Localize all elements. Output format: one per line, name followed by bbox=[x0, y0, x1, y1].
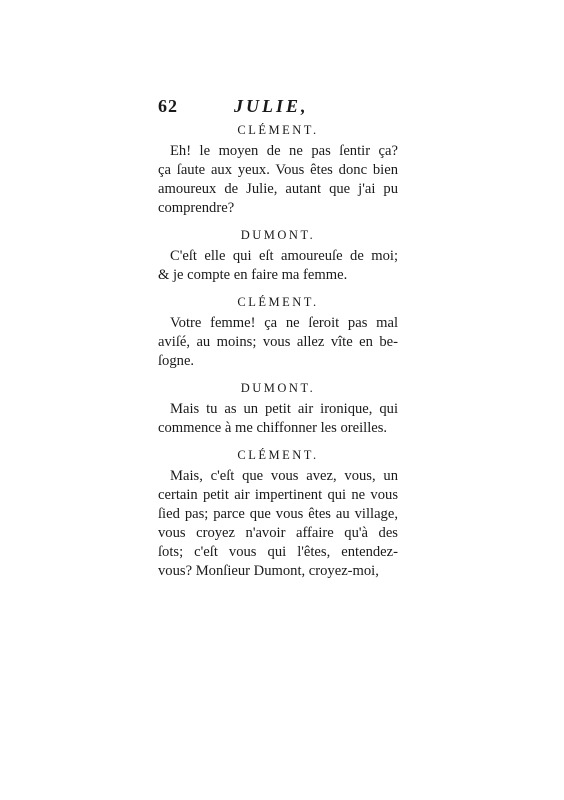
running-title: JULIE, bbox=[234, 96, 309, 116]
dialogue-line: Votre femme! ça ne ſeroit pas mal bbox=[170, 315, 398, 331]
book-page bbox=[158, 96, 398, 588]
dialogue-line: aviſé, au moins; vous allez vîte en be- bbox=[158, 334, 398, 350]
dialogue-line: ça ſaute aux yeux. Vous êtes donc bien bbox=[158, 162, 398, 178]
dialogue-line: ſied pas; parce que vous êtes au village, bbox=[158, 506, 398, 522]
block-spacer bbox=[158, 581, 398, 588]
dialogue-line: Mais tu as un petit air ironique, qui bbox=[170, 401, 398, 417]
block-spacer bbox=[158, 218, 398, 225]
dialogue-line: C'eſt elle qui eſt amoureuſe de moi; bbox=[170, 248, 398, 264]
speaker-name: DUMONT. bbox=[240, 228, 316, 242]
dialogue-line: Eh! le moyen de ne pas ſentir ça? bbox=[170, 143, 398, 159]
dialogue-line: comprendre? bbox=[158, 200, 235, 216]
dialogue-line: ſogne. bbox=[158, 353, 195, 369]
dialogue-line: Mais, c'eſt que vous avez, vous, un bbox=[170, 468, 398, 484]
block-spacer bbox=[158, 371, 398, 378]
dialogue-line: certain petit air impertinent qui ne vous bbox=[158, 487, 398, 503]
page-number: 62 bbox=[158, 96, 178, 116]
dialogue-text bbox=[158, 123, 398, 588]
dialogue-line: & je compte en faire ma femme. bbox=[158, 267, 348, 283]
speaker-name: CLÉMENT. bbox=[237, 448, 319, 462]
block-spacer bbox=[158, 285, 398, 292]
speaker-name: CLÉMENT. bbox=[237, 123, 319, 137]
page-header bbox=[158, 96, 398, 120]
speaker-name: CLÉMENT. bbox=[237, 295, 319, 309]
block-spacer bbox=[158, 438, 398, 445]
speaker-name: DUMONT. bbox=[240, 381, 316, 395]
dialogue-line: commence à me chiffonner les oreilles. bbox=[158, 420, 388, 436]
dialogue-line: vous croyez n'avoir affaire qu'à des bbox=[158, 525, 398, 541]
dialogue-line: amoureux de Julie, autant que j'ai pu bbox=[158, 181, 398, 197]
dialogue-line: vous? Monſieur Dumont, croyez-moi, bbox=[158, 563, 379, 579]
dialogue-line: ſots; c'eſt vous qui l'êtes, entendez- bbox=[158, 544, 398, 560]
